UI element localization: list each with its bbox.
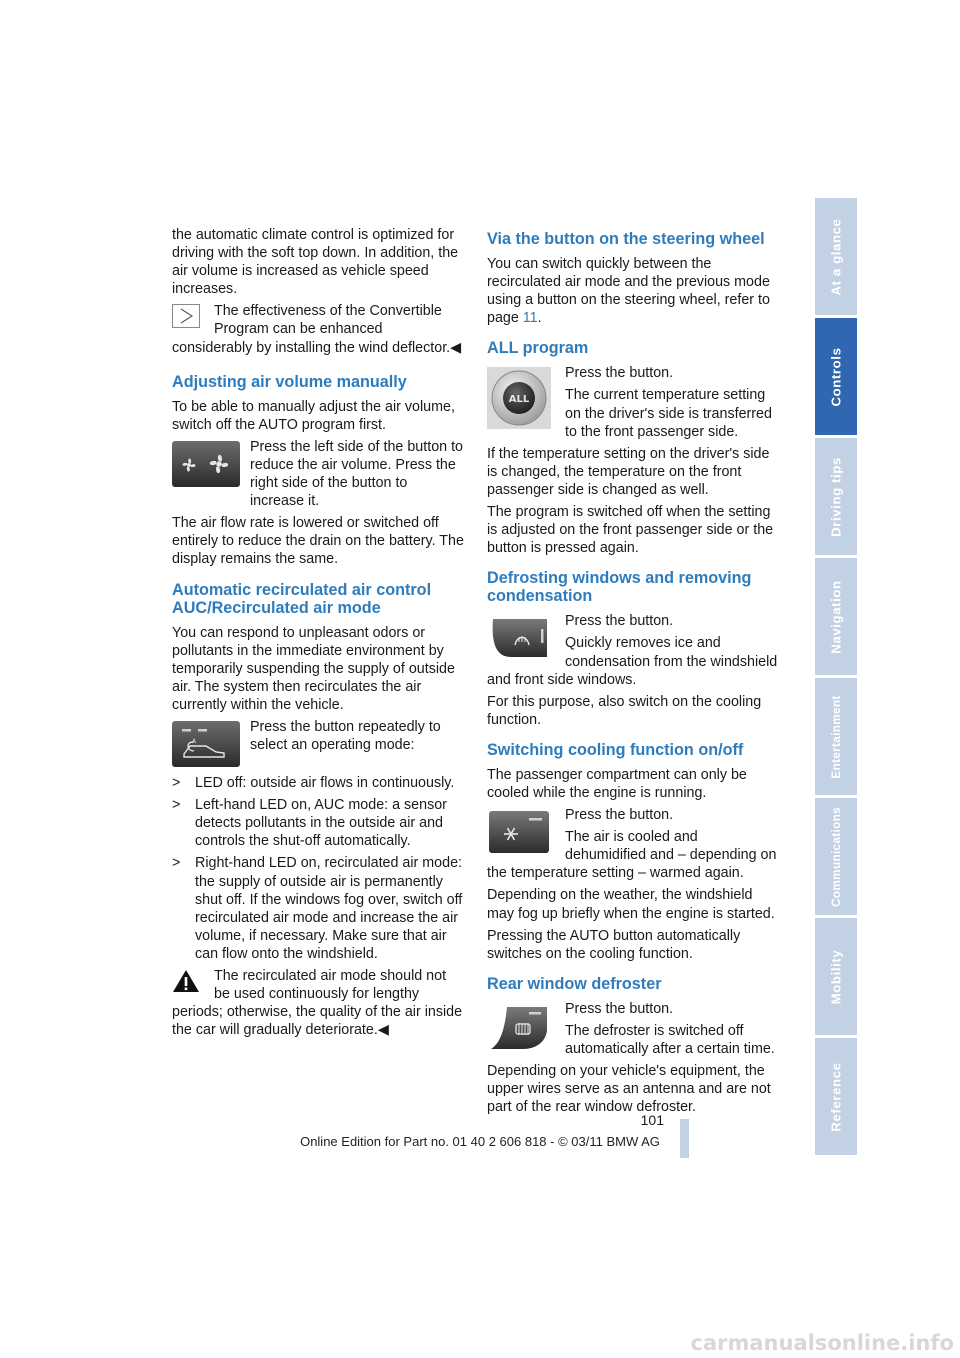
recirc-button-figure bbox=[172, 721, 240, 772]
mode-list bbox=[172, 774, 464, 963]
tab-mobility[interactable]: Mobility bbox=[815, 918, 857, 1035]
cooling-text-3: Pressing the AUTO button automatically switches on the cooling function. bbox=[487, 927, 741, 962]
cooling-press-text: Press the button. bbox=[565, 807, 674, 824]
cooling-button-figure bbox=[487, 809, 551, 860]
all-text-3: The program is switched off when the setting is adjusted on the front passenger side or the button is pressed again. bbox=[487, 504, 774, 557]
windshield-defrost-icon bbox=[487, 615, 551, 661]
auc-fig-text: Press the button repeatedly to select an operating mode: bbox=[250, 718, 441, 754]
warning-figure bbox=[172, 968, 200, 999]
note-figure bbox=[172, 304, 200, 333]
rear-press-text: Press the button. bbox=[565, 1000, 674, 1017]
steering-text: You can switch quickly between the recirculated air mode and the previous mode using a button on the steering wheel, refer to page 11. bbox=[487, 256, 770, 327]
tab-communications[interactable]: Communications bbox=[815, 798, 857, 915]
tab-driving-tips[interactable]: Driving tips bbox=[815, 438, 857, 555]
cooling-text-2: Depending on the weather, the windshield may fog up briefly when the engine is started. bbox=[487, 887, 775, 922]
chapter-tabs bbox=[815, 198, 857, 1158]
tab-navigation[interactable]: Navigation bbox=[815, 558, 857, 675]
defrost-button-figure bbox=[487, 615, 551, 666]
page-link[interactable]: 11 bbox=[522, 310, 538, 327]
auc-text-1: You can respond to unpleasant odors or pollutants in the immediate environment by temporarily suspending the supply of outside air. The system then recirculates the air currently within the vehicle. bbox=[172, 624, 455, 713]
all-press-text: Press the button. bbox=[565, 365, 674, 382]
note-triangle-icon bbox=[172, 304, 200, 328]
svg-text:A: A bbox=[192, 737, 197, 745]
heading-steering: Via the button on the steering wheel bbox=[487, 230, 765, 248]
watermark: carmanualsonline.info bbox=[690, 1331, 954, 1355]
recirculation-button-icon bbox=[172, 721, 240, 767]
rear-window-defrost-icon bbox=[487, 1003, 551, 1053]
snowflake-button-icon bbox=[487, 809, 551, 855]
intro-text: the automatic climate control is optimized for driving with the soft top down. In addition, the air volume is increased as vehicle speed increases. bbox=[172, 227, 459, 298]
cooling-text-1: The passenger compartment can only be cooled while the engine is running. bbox=[487, 766, 747, 801]
svg-text:ALL: ALL bbox=[508, 394, 530, 406]
all-button-figure bbox=[487, 367, 551, 434]
tab-controls[interactable]: Controls bbox=[815, 318, 857, 435]
warning-text: The recirculated air mode should not be used continuously for lengthy periods; otherwise, the quality of the air inside the car will gradually deteriorate.◀ bbox=[172, 968, 463, 1039]
rear-desc-text: The defroster is switched off automatically after a certain time. bbox=[565, 1022, 775, 1057]
warning-icon bbox=[172, 968, 200, 994]
right-column bbox=[487, 226, 779, 1120]
list-item: > Left-hand LED on, AUC mode: a sensor detects pollutants in the outside air and controls the shut-off automatically. bbox=[172, 796, 464, 850]
air-volume-text-2: The air flow rate is lowered or switched off entirely to reduce the drain on the battery. The display remains the same. bbox=[172, 515, 464, 568]
all-desc-text: The current temperature setting on the driver's side is transferred to the front passenger side. bbox=[565, 387, 772, 440]
air-volume-text-1: To be able to manually adjust the air volume, switch off the AUTO program first. bbox=[172, 398, 455, 433]
page-number: 101 bbox=[640, 1112, 664, 1128]
list-item: > Right-hand LED on, recirculated air mode: the supply of outside air is permanently shut off. If the windows fog over, switch off recirculated air mode and increase the air volume, if necessary. Make sure that air can flow onto the windshield. bbox=[172, 854, 464, 963]
heading-auc: Automatic recirculated air control AUC/Recirculated air mode bbox=[172, 580, 432, 617]
heading-rear-defroster: Rear window defroster bbox=[487, 974, 662, 993]
air-volume-fig-text: Press the left side of the button to reduce the air volume. Press the right side of the button to increase it. bbox=[250, 438, 463, 510]
all-button-icon bbox=[487, 367, 551, 429]
heading-all-program: ALL program bbox=[487, 339, 589, 358]
all-text-2: If the temperature setting on the driver's side is changed, the temperature on the front passenger side is changed as well. bbox=[487, 445, 770, 498]
tab-entertainment[interactable]: Entertainment bbox=[815, 678, 857, 795]
heading-air-volume: Adjusting air volume manually bbox=[172, 372, 407, 391]
list-item: > LED off: outside air flows in continuously. bbox=[172, 774, 464, 792]
footer-edition: Online Edition for Part no. 01 40 2 606 818 - © 03/11 BMW AG bbox=[300, 1134, 660, 1149]
rear-text-2: Depending on your vehicle's equipment, the upper wires serve as an antenna and are not part of the rear window defroster. bbox=[487, 1063, 771, 1116]
rear-button-figure bbox=[487, 1003, 551, 1058]
fan-button-figure bbox=[172, 441, 240, 492]
cooling-desc-text: The air is cooled and dehumidified and – depending on the temperature setting – warmed again. bbox=[487, 829, 777, 882]
heading-defrost: Defrosting windows and removing condensation bbox=[487, 569, 752, 606]
fan-button-icon bbox=[172, 441, 240, 487]
defrost-desc-text: Quickly removes ice and condensation from the windshield and front side windows. bbox=[487, 635, 778, 688]
note-convertible: The effectiveness of the Convertible Program can be enhanced considerably by installing the wind deflector.◀ bbox=[172, 303, 462, 356]
tab-reference[interactable]: Reference bbox=[815, 1038, 857, 1155]
defrost-text-2: For this purpose, also switch on the cooling function. bbox=[487, 693, 762, 728]
heading-cooling: Switching cooling function on/off bbox=[487, 740, 744, 759]
defrost-press-text: Press the button. bbox=[565, 613, 674, 630]
tab-at-a-glance[interactable]: At a glance bbox=[815, 198, 857, 315]
left-column bbox=[172, 226, 464, 1043]
